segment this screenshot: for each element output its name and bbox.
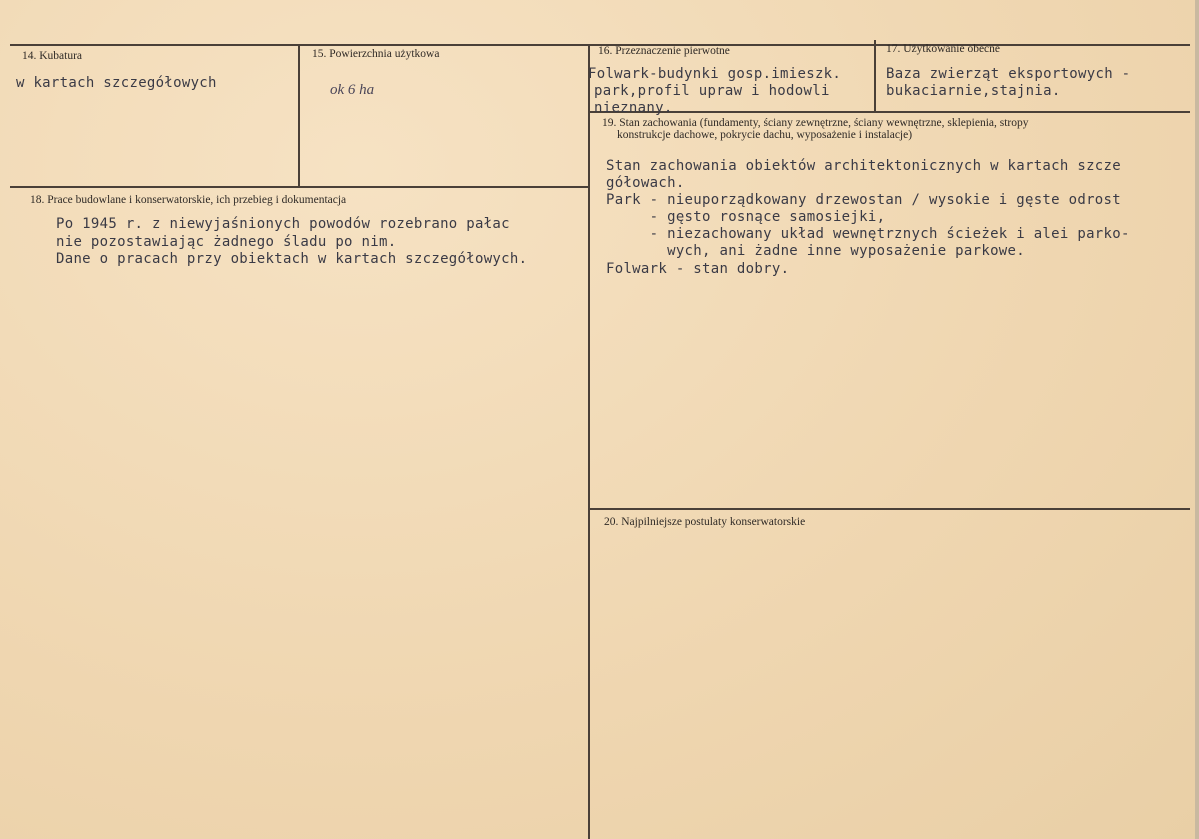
field-17-line-2: bukaciarnie,stajnia. [886,83,1061,99]
rule-above-20 [588,508,1190,510]
field-17-line-1: Baza zwierząt eksportowych - [886,66,1131,82]
divider-14-15 [298,44,300,187]
field-17-label: 17. Użytkowanie obecne [886,43,1001,55]
field-19-label-line-2: konstrukcje dachowe, pokrycie dachu, wyposażenie i instalacje) [617,129,913,141]
field-18-line-2: nie pozostawiając żadnego śladu po nim. [56,234,397,250]
field-19-line-4: - gęsto rosnące samosiejki, [606,209,886,225]
field-15-label: 15. Powierzchnia użytkowa [312,48,440,60]
field-20-label: 20. Najpilniejsze postulaty konserwatorskie [604,516,806,528]
field-16-line-3: nieznany. [594,100,673,116]
center-divider [588,44,590,839]
rule-under-14-15 [10,186,589,188]
field-19-line-5: - niezachowany układ wewnętrznych ścieżek i alei parko- [606,226,1130,242]
field-18-line-3: Dane o pracach przy obiektach w kartach szczegółowych. [56,251,528,267]
paper-edge [1195,0,1199,839]
field-14-value: w kartach szczegółowych [16,75,217,91]
field-19-line-1: Stan zachowania obiektów architektonicznych w kartach szcze [606,158,1121,174]
field-19-line-3: Park - nieuporządkowany drzewostan / wysokie i gęste odrost [606,192,1121,208]
field-15-handwritten-value: ok 6 ha [330,82,375,98]
divider-16-17 [874,40,876,112]
rule-under-16-17 [588,111,1190,113]
field-19-line-2: gółowach. [606,175,685,191]
field-14-label: 14. Kubatura [22,50,83,62]
field-16-label: 16. Przeznaczenie pierwotne [598,45,730,57]
field-19-line-6: wych, ani żadne inne wyposażenie parkowe. [606,243,1025,259]
field-19-line-7: Folwark - stan dobry. [606,261,790,277]
field-16-line-2: park,profil upraw i hodowli [594,83,830,99]
field-19-label-line-1: 19. Stan zachowania (fundamenty, ściany zewnętrzne, ściany wewnętrzne, sklepienia, stropy [602,117,1029,129]
field-18-label: 18. Prace budowlane i konserwatorskie, ich przebieg i dokumentacja [30,194,347,206]
field-18-line-1: Po 1945 r. z niewyjaśnionych powodów rozebrano pałac [56,216,510,232]
field-16-line-1: Folwark-budynki gosp.imieszk. [588,66,842,82]
